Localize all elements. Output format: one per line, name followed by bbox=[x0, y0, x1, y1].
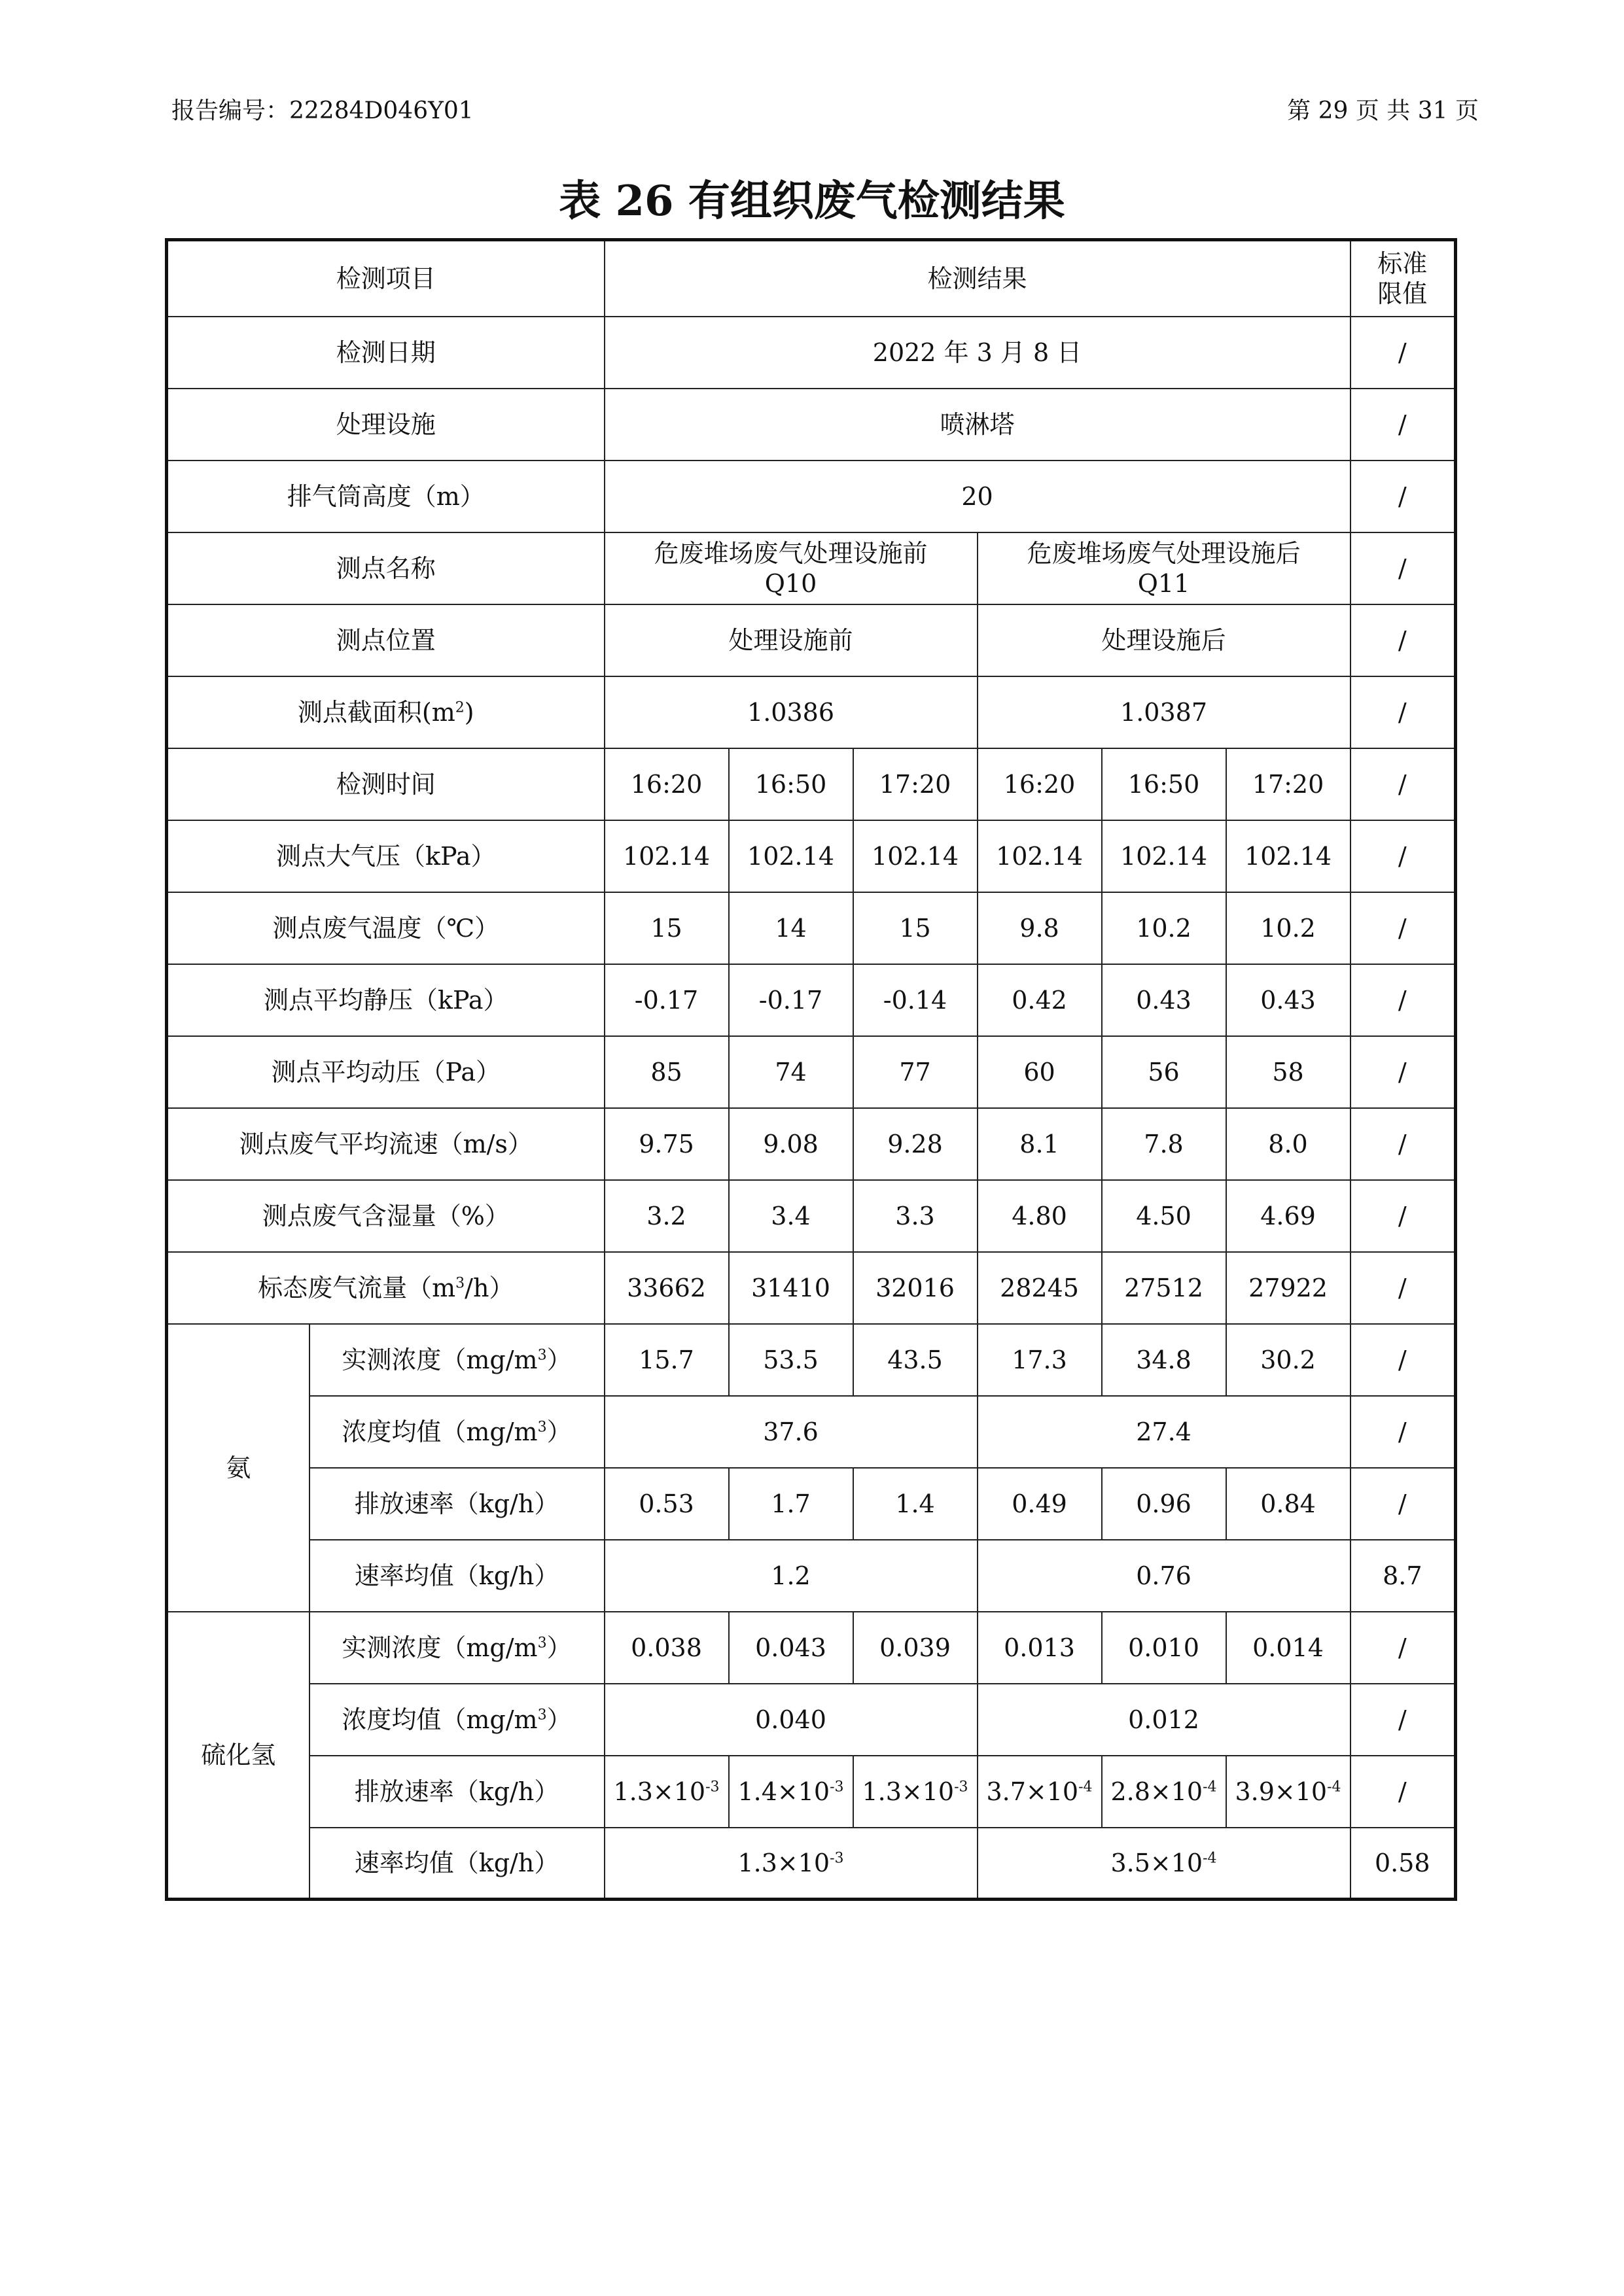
h2s-rate-mean-after-exp: -4 bbox=[1203, 1850, 1217, 1867]
limit-temperature: / bbox=[1350, 892, 1456, 964]
value-dynamic-pressure-4: 60 bbox=[978, 1036, 1102, 1108]
value-pressure-6: 102.14 bbox=[1226, 820, 1350, 892]
h2s-rate-5-mantissa: 2.8×10 bbox=[1110, 1777, 1203, 1806]
label-facility: 处理设施 bbox=[167, 389, 605, 461]
value-nh3-measured-3: 43.5 bbox=[853, 1324, 978, 1396]
value-point-name-after bbox=[978, 532, 1350, 604]
value-h2s-measured-6: 0.014 bbox=[1226, 1612, 1350, 1684]
label-section-area-text: 测点截面积(m bbox=[297, 697, 455, 727]
value-nh3-rate-2: 1.7 bbox=[729, 1468, 853, 1540]
value-nh3-conc-mean-before: 37.6 bbox=[605, 1396, 978, 1468]
value-time-2: 16:50 bbox=[729, 748, 853, 820]
value-nh3-measured-5: 34.8 bbox=[1102, 1324, 1226, 1396]
row-point-name bbox=[167, 532, 1456, 604]
row-point-location bbox=[167, 604, 1456, 676]
row-stack-height bbox=[167, 461, 1456, 532]
limit-velocity: / bbox=[1350, 1108, 1456, 1180]
label-stack-height: 排气筒高度（m） bbox=[167, 461, 605, 532]
limit-moisture: / bbox=[1350, 1180, 1456, 1252]
label-nh3-measured-end: ） bbox=[546, 1345, 572, 1374]
h2s-rate-4-mantissa: 3.7×10 bbox=[986, 1777, 1079, 1806]
limit-point-name: / bbox=[1350, 532, 1456, 604]
value-h2s-rate-1 bbox=[605, 1756, 729, 1828]
label-h2s-measured-sup: 3 bbox=[537, 1634, 547, 1651]
value-static-pressure-5: 0.43 bbox=[1102, 964, 1226, 1036]
value-static-pressure-4: 0.42 bbox=[978, 964, 1102, 1036]
h2s-rate-mean-before-exp: -3 bbox=[830, 1850, 844, 1867]
value-flow-4: 28245 bbox=[978, 1252, 1102, 1324]
point-name-after-line1: 危废堆场废气处理设施后 bbox=[1027, 538, 1301, 568]
value-h2s-measured-2: 0.043 bbox=[729, 1612, 853, 1684]
row-static-pressure bbox=[167, 964, 1456, 1036]
label-nh3-rate: 排放速率（kg/h） bbox=[309, 1468, 605, 1540]
limit-h2s-rate: / bbox=[1350, 1756, 1456, 1828]
value-temperature-2: 14 bbox=[729, 892, 853, 964]
label-flow-end: /h） bbox=[465, 1273, 514, 1302]
limit-h2s-rate-mean: 0.58 bbox=[1350, 1828, 1456, 1900]
value-nh3-rate-mean-before: 1.2 bbox=[605, 1540, 978, 1612]
value-nh3-measured-2: 53.5 bbox=[729, 1324, 853, 1396]
row-moisture bbox=[167, 1180, 1456, 1252]
value-moisture-4: 4.80 bbox=[978, 1180, 1102, 1252]
label-nh3-rate-mean: 速率均值（kg/h） bbox=[309, 1540, 605, 1612]
label-flow-sup: 3 bbox=[455, 1274, 465, 1291]
limit-time: / bbox=[1350, 748, 1456, 820]
row-nh3-rate bbox=[167, 1468, 1456, 1540]
row-facility bbox=[167, 389, 1456, 461]
label-h2s-conc-mean-sup: 3 bbox=[537, 1706, 547, 1723]
value-h2s-measured-4: 0.013 bbox=[978, 1612, 1102, 1684]
value-nh3-measured-1: 15.7 bbox=[605, 1324, 729, 1396]
value-dynamic-pressure-2: 74 bbox=[729, 1036, 853, 1108]
row-h2s-rate bbox=[167, 1756, 1456, 1828]
label-h2s-conc-mean bbox=[309, 1684, 605, 1756]
value-date: 2022 年 3 月 8 日 bbox=[605, 317, 1350, 389]
value-h2s-rate-mean-after bbox=[978, 1828, 1350, 1900]
label-nh3-conc-mean-end: ） bbox=[546, 1417, 572, 1446]
h2s-rate-1-exp: -3 bbox=[705, 1778, 720, 1795]
value-nh3-rate-6: 0.84 bbox=[1226, 1468, 1350, 1540]
label-nh3-conc-mean-text: 浓度均值（mg/m bbox=[342, 1417, 538, 1446]
value-h2s-rate-6 bbox=[1226, 1756, 1350, 1828]
limit-h2s-measured: / bbox=[1350, 1612, 1456, 1684]
label-temperature: 测点废气温度（℃） bbox=[167, 892, 605, 964]
limit-dynamic-pressure: / bbox=[1350, 1036, 1456, 1108]
label-nh3-conc-mean bbox=[309, 1396, 605, 1468]
value-section-area-before: 1.0386 bbox=[605, 676, 978, 748]
limit-static-pressure: / bbox=[1350, 964, 1456, 1036]
row-nh3-conc-mean bbox=[167, 1396, 1456, 1468]
value-temperature-6: 10.2 bbox=[1226, 892, 1350, 964]
value-dynamic-pressure-1: 85 bbox=[605, 1036, 729, 1108]
row-temperature bbox=[167, 892, 1456, 964]
value-moisture-2: 3.4 bbox=[729, 1180, 853, 1252]
label-h2s-rate: 排放速率（kg/h） bbox=[309, 1756, 605, 1828]
value-static-pressure-3: -0.14 bbox=[853, 964, 978, 1036]
h2s-rate-3-mantissa: 1.3×10 bbox=[862, 1777, 955, 1806]
row-h2s-conc-mean bbox=[167, 1684, 1456, 1756]
value-flow-2: 31410 bbox=[729, 1252, 853, 1324]
value-pressure-4: 102.14 bbox=[978, 820, 1102, 892]
value-h2s-conc-mean-before: 0.040 bbox=[605, 1684, 978, 1756]
value-velocity-5: 7.8 bbox=[1102, 1108, 1226, 1180]
label-velocity: 测点废气平均流速（m/s） bbox=[167, 1108, 605, 1180]
header-limit-line1: 标准 bbox=[1377, 249, 1428, 278]
value-time-4: 16:20 bbox=[978, 748, 1102, 820]
label-nh3-measured-text: 实测浓度（mg/m bbox=[342, 1345, 538, 1374]
point-name-before-line1: 危废堆场废气处理设施前 bbox=[654, 538, 928, 568]
row-pressure bbox=[167, 820, 1456, 892]
group-ammonia: 氨 bbox=[167, 1324, 309, 1612]
limit-pressure: / bbox=[1350, 820, 1456, 892]
header-limit bbox=[1350, 240, 1456, 317]
value-nh3-measured-4: 17.3 bbox=[978, 1324, 1102, 1396]
value-h2s-conc-mean-after: 0.012 bbox=[978, 1684, 1350, 1756]
value-nh3-rate-3: 1.4 bbox=[853, 1468, 978, 1540]
label-section-area-end: ) bbox=[464, 697, 474, 727]
h2s-rate-mean-before-mantissa: 1.3×10 bbox=[737, 1848, 830, 1877]
label-time: 检测时间 bbox=[167, 748, 605, 820]
page-info: 第 29 页 共 31 页 bbox=[1287, 97, 1479, 124]
label-h2s-measured-text: 实测浓度（mg/m bbox=[342, 1633, 538, 1662]
label-h2s-conc-mean-text: 浓度均值（mg/m bbox=[342, 1705, 538, 1734]
value-dynamic-pressure-3: 77 bbox=[853, 1036, 978, 1108]
label-date: 检测日期 bbox=[167, 317, 605, 389]
limit-section-area: / bbox=[1350, 676, 1456, 748]
point-name-after-line2: Q11 bbox=[1137, 568, 1190, 598]
limit-date: / bbox=[1350, 317, 1456, 389]
h2s-rate-5-exp: -4 bbox=[1203, 1778, 1217, 1795]
value-h2s-rate-4 bbox=[978, 1756, 1102, 1828]
value-temperature-4: 9.8 bbox=[978, 892, 1102, 964]
value-h2s-measured-5: 0.010 bbox=[1102, 1612, 1226, 1684]
label-h2s-measured-end: ） bbox=[546, 1633, 572, 1662]
h2s-rate-1-mantissa: 1.3×10 bbox=[613, 1777, 706, 1806]
h2s-rate-6-mantissa: 3.9×10 bbox=[1235, 1777, 1328, 1806]
row-dynamic-pressure bbox=[167, 1036, 1456, 1108]
label-h2s-measured bbox=[309, 1612, 605, 1684]
value-facility: 喷淋塔 bbox=[605, 389, 1350, 461]
value-nh3-rate-5: 0.96 bbox=[1102, 1468, 1226, 1540]
value-h2s-measured-3: 0.039 bbox=[853, 1612, 978, 1684]
limit-flow: / bbox=[1350, 1252, 1456, 1324]
row-date bbox=[167, 317, 1456, 389]
point-name-before-line2: Q10 bbox=[764, 568, 817, 598]
h2s-rate-mean-after-mantissa: 3.5×10 bbox=[1110, 1848, 1203, 1877]
value-velocity-1: 9.75 bbox=[605, 1108, 729, 1180]
value-stack-height: 20 bbox=[605, 461, 1350, 532]
value-moisture-5: 4.50 bbox=[1102, 1180, 1226, 1252]
value-h2s-rate-5 bbox=[1102, 1756, 1226, 1828]
table-header-row bbox=[167, 240, 1456, 317]
label-flow-text: 标态废气流量（m bbox=[258, 1273, 456, 1302]
value-pressure-5: 102.14 bbox=[1102, 820, 1226, 892]
value-moisture-1: 3.2 bbox=[605, 1180, 729, 1252]
value-nh3-rate-mean-after: 0.76 bbox=[978, 1540, 1350, 1612]
label-point-name: 测点名称 bbox=[167, 532, 605, 604]
label-nh3-conc-mean-sup: 3 bbox=[537, 1418, 547, 1435]
value-flow-1: 33662 bbox=[605, 1252, 729, 1324]
value-h2s-measured-1: 0.038 bbox=[605, 1612, 729, 1684]
value-static-pressure-2: -0.17 bbox=[729, 964, 853, 1036]
header-item: 检测项目 bbox=[167, 240, 605, 317]
value-point-location-before: 处理设施前 bbox=[605, 604, 978, 676]
value-pressure-1: 102.14 bbox=[605, 820, 729, 892]
label-dynamic-pressure: 测点平均动压（Pa） bbox=[167, 1036, 605, 1108]
label-h2s-rate-mean: 速率均值（kg/h） bbox=[309, 1828, 605, 1900]
value-flow-5: 27512 bbox=[1102, 1252, 1226, 1324]
limit-nh3-conc-mean: / bbox=[1350, 1396, 1456, 1468]
row-flow bbox=[167, 1252, 1456, 1324]
limit-stack-height: / bbox=[1350, 461, 1456, 532]
value-static-pressure-1: -0.17 bbox=[605, 964, 729, 1036]
value-h2s-rate-mean-before bbox=[605, 1828, 978, 1900]
row-time bbox=[167, 748, 1456, 820]
limit-facility: / bbox=[1350, 389, 1456, 461]
value-velocity-3: 9.28 bbox=[853, 1108, 978, 1180]
value-flow-6: 27922 bbox=[1226, 1252, 1350, 1324]
limit-nh3-rate: / bbox=[1350, 1468, 1456, 1540]
value-pressure-3: 102.14 bbox=[853, 820, 978, 892]
limit-h2s-conc-mean: / bbox=[1350, 1684, 1456, 1756]
value-nh3-measured-6: 30.2 bbox=[1226, 1324, 1350, 1396]
row-nh3-rate-mean bbox=[167, 1540, 1456, 1612]
value-time-5: 16:50 bbox=[1102, 748, 1226, 820]
value-velocity-2: 9.08 bbox=[729, 1108, 853, 1180]
label-nh3-measured-sup: 3 bbox=[537, 1346, 547, 1363]
report-number: 报告编号：22284D046Y01 bbox=[171, 97, 474, 124]
value-moisture-6: 4.69 bbox=[1226, 1180, 1350, 1252]
label-section-area bbox=[167, 676, 605, 748]
value-nh3-conc-mean-after: 27.4 bbox=[978, 1396, 1350, 1468]
h2s-rate-2-exp: -3 bbox=[830, 1778, 844, 1795]
value-temperature-1: 15 bbox=[605, 892, 729, 964]
value-h2s-rate-2 bbox=[729, 1756, 853, 1828]
value-h2s-rate-3 bbox=[853, 1756, 978, 1828]
value-time-1: 16:20 bbox=[605, 748, 729, 820]
value-time-3: 17:20 bbox=[853, 748, 978, 820]
value-static-pressure-6: 0.43 bbox=[1226, 964, 1350, 1036]
value-nh3-rate-1: 0.53 bbox=[605, 1468, 729, 1540]
value-time-6: 17:20 bbox=[1226, 748, 1350, 820]
value-dynamic-pressure-6: 58 bbox=[1226, 1036, 1350, 1108]
row-h2s-measured bbox=[167, 1612, 1456, 1684]
exhaust-gas-results-table bbox=[165, 238, 1457, 1901]
value-point-location-after: 处理设施后 bbox=[978, 604, 1350, 676]
label-flow bbox=[167, 1252, 605, 1324]
table-title: 表 26 有组织废气检测结果 bbox=[559, 177, 1065, 226]
label-pressure: 测点大气压（kPa） bbox=[167, 820, 605, 892]
label-h2s-conc-mean-end: ） bbox=[546, 1705, 572, 1734]
value-temperature-5: 10.2 bbox=[1102, 892, 1226, 964]
label-point-location: 测点位置 bbox=[167, 604, 605, 676]
row-velocity bbox=[167, 1108, 1456, 1180]
limit-nh3-rate-mean: 8.7 bbox=[1350, 1540, 1456, 1612]
value-section-area-after: 1.0387 bbox=[978, 676, 1350, 748]
h2s-rate-4-exp: -4 bbox=[1078, 1778, 1093, 1795]
label-section-area-sup: 2 bbox=[455, 699, 465, 716]
h2s-rate-2-mantissa: 1.4×10 bbox=[737, 1777, 830, 1806]
row-h2s-rate-mean bbox=[167, 1828, 1456, 1900]
value-pressure-2: 102.14 bbox=[729, 820, 853, 892]
value-nh3-rate-4: 0.49 bbox=[978, 1468, 1102, 1540]
group-h2s: 硫化氢 bbox=[167, 1612, 309, 1900]
value-temperature-3: 15 bbox=[853, 892, 978, 964]
h2s-rate-6-exp: -4 bbox=[1327, 1778, 1341, 1795]
value-velocity-6: 8.0 bbox=[1226, 1108, 1350, 1180]
value-flow-3: 32016 bbox=[853, 1252, 978, 1324]
label-moisture: 测点废气含湿量（%） bbox=[167, 1180, 605, 1252]
value-moisture-3: 3.3 bbox=[853, 1180, 978, 1252]
header-result: 检测结果 bbox=[605, 240, 1350, 317]
header-limit-line2: 限值 bbox=[1377, 279, 1428, 308]
limit-point-location: / bbox=[1350, 604, 1456, 676]
h2s-rate-3-exp: -3 bbox=[954, 1778, 968, 1795]
label-static-pressure: 测点平均静压（kPa） bbox=[167, 964, 605, 1036]
value-velocity-4: 8.1 bbox=[978, 1108, 1102, 1180]
limit-nh3-measured: / bbox=[1350, 1324, 1456, 1396]
row-nh3-measured bbox=[167, 1324, 1456, 1396]
row-section-area bbox=[167, 676, 1456, 748]
label-nh3-measured bbox=[309, 1324, 605, 1396]
value-point-name-before bbox=[605, 532, 978, 604]
value-dynamic-pressure-5: 56 bbox=[1102, 1036, 1226, 1108]
